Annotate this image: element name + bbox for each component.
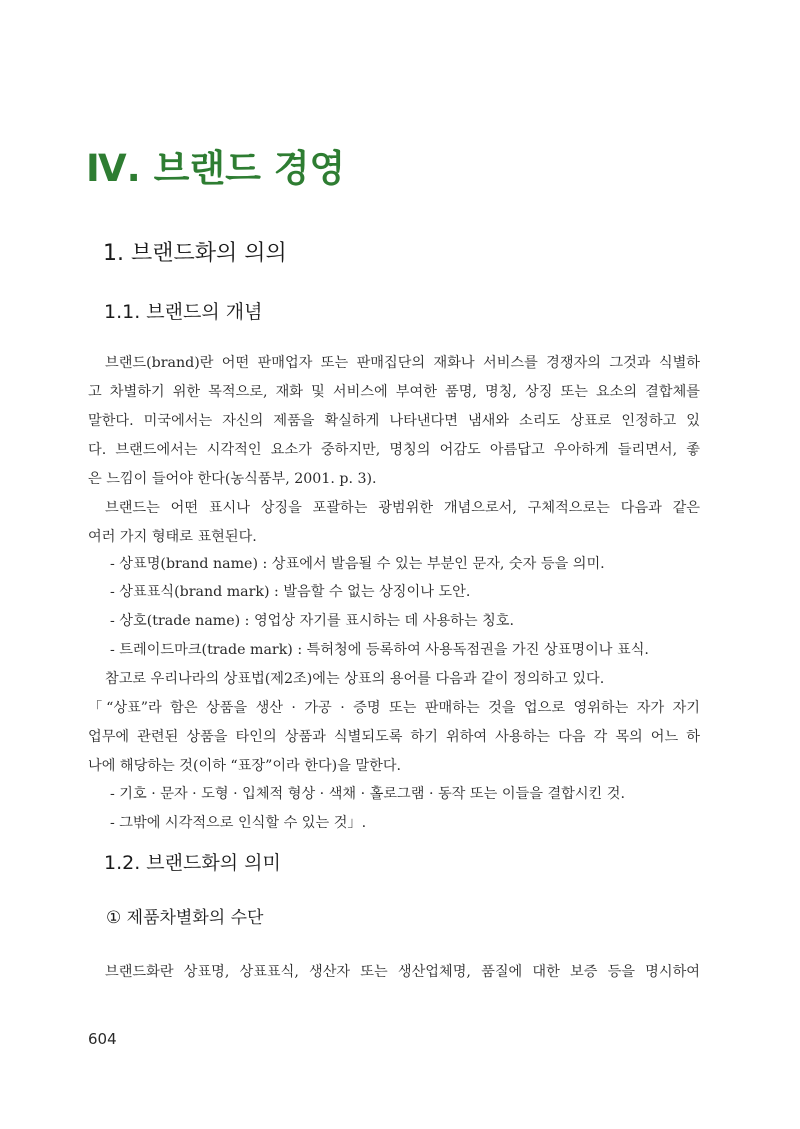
paragraph-line: 참고로 우리나라의 상표법(제2조)에는 상표의 용어를 다음과 같이 정의하고 있다. (105, 671, 605, 687)
quote-line: 「“상표”라 함은 상품을 생산 · 가공 · 증명 또는 판매하는 것을 업으로 영위하는 자가 자기 (88, 700, 700, 716)
list-item: - 상표표식(brand mark) : 발음할 수 없는 상징이나 도안. (110, 584, 471, 600)
list-item: - 트레이드마크(trade mark) : 특허청에 등록하여 사용독점권을 가진 상표명이나 표식. (110, 642, 649, 658)
paragraph-line: 말한다. 미국에서는 자신의 제품을 확실하게 나타낸다면 냄새와 소리도 상표로 인정하고 있 (88, 413, 700, 429)
paragraph-line: 여러 가지 형태로 표현된다. (88, 529, 257, 545)
list-item: - 그밖에 시각적으로 인식할 수 있는 것」. (110, 815, 367, 831)
paragraph-line: 은 느낌이 들어야 한다(농식품부, 2001. p. 3). (88, 471, 377, 487)
paragraph-line: 브랜드화란 상표명, 상표표식, 생산자 또는 생산업체명, 품질에 대한 보증 등을 명시하여 (105, 964, 700, 980)
list-item: - 기호 · 문자 · 도형 · 입체적 형상 · 색채 · 홀로그램 · 동작 또는 이들을 결합시킨 것. (110, 786, 625, 802)
paragraph-line: 다. 브랜드에서는 시각적인 요소가 중하지만, 명칭의 어감도 아름답고 우아하게 들리면서, 좋 (88, 442, 700, 458)
section-heading-1-1: 1.1. 브랜드의 개념 (104, 301, 263, 323)
section-heading-1-2: 1.2. 브랜드화의 의미 (104, 852, 281, 874)
list-item: - 상호(trade name) : 영업상 자기를 표시하는 데 사용하는 칭호. (110, 613, 515, 629)
list-item: - 상표명(brand name) : 상표에서 발음될 수 있는 부분인 문자, 숫자 등을 의미. (110, 556, 605, 572)
page-number: 604 (88, 1030, 117, 1048)
paragraph-line: 브랜드(brand)란 어떤 판매업자 또는 판매집단의 재화나 서비스를 경쟁자의 그것과 식별하 (105, 355, 700, 371)
section-heading-1: 1. 브랜드화의 의의 (103, 241, 287, 266)
sub-heading: ① 제품차별화의 수단 (106, 908, 264, 928)
quote-line: 나에 해당하는 것(이하 “표장”이라 한다)을 말한다. (88, 758, 402, 774)
quote-line: 업무에 관련된 상품을 타인의 상품과 식별되도록 하기 위하여 사용하는 다음 각 목의 어느 하 (88, 729, 700, 745)
paragraph-line: 브랜드는 어떤 표시나 상징을 포괄하는 광범위한 개념으로서, 구체적으로는 다음과 같은 (105, 500, 700, 516)
chapter-title: Ⅳ. 브랜드 경영 (86, 147, 346, 190)
paragraph-line: 고 차별하기 위한 목적으로, 재화 및 서비스에 부여한 품명, 명칭, 상징 또는 요소의 결합체를 (88, 384, 700, 400)
